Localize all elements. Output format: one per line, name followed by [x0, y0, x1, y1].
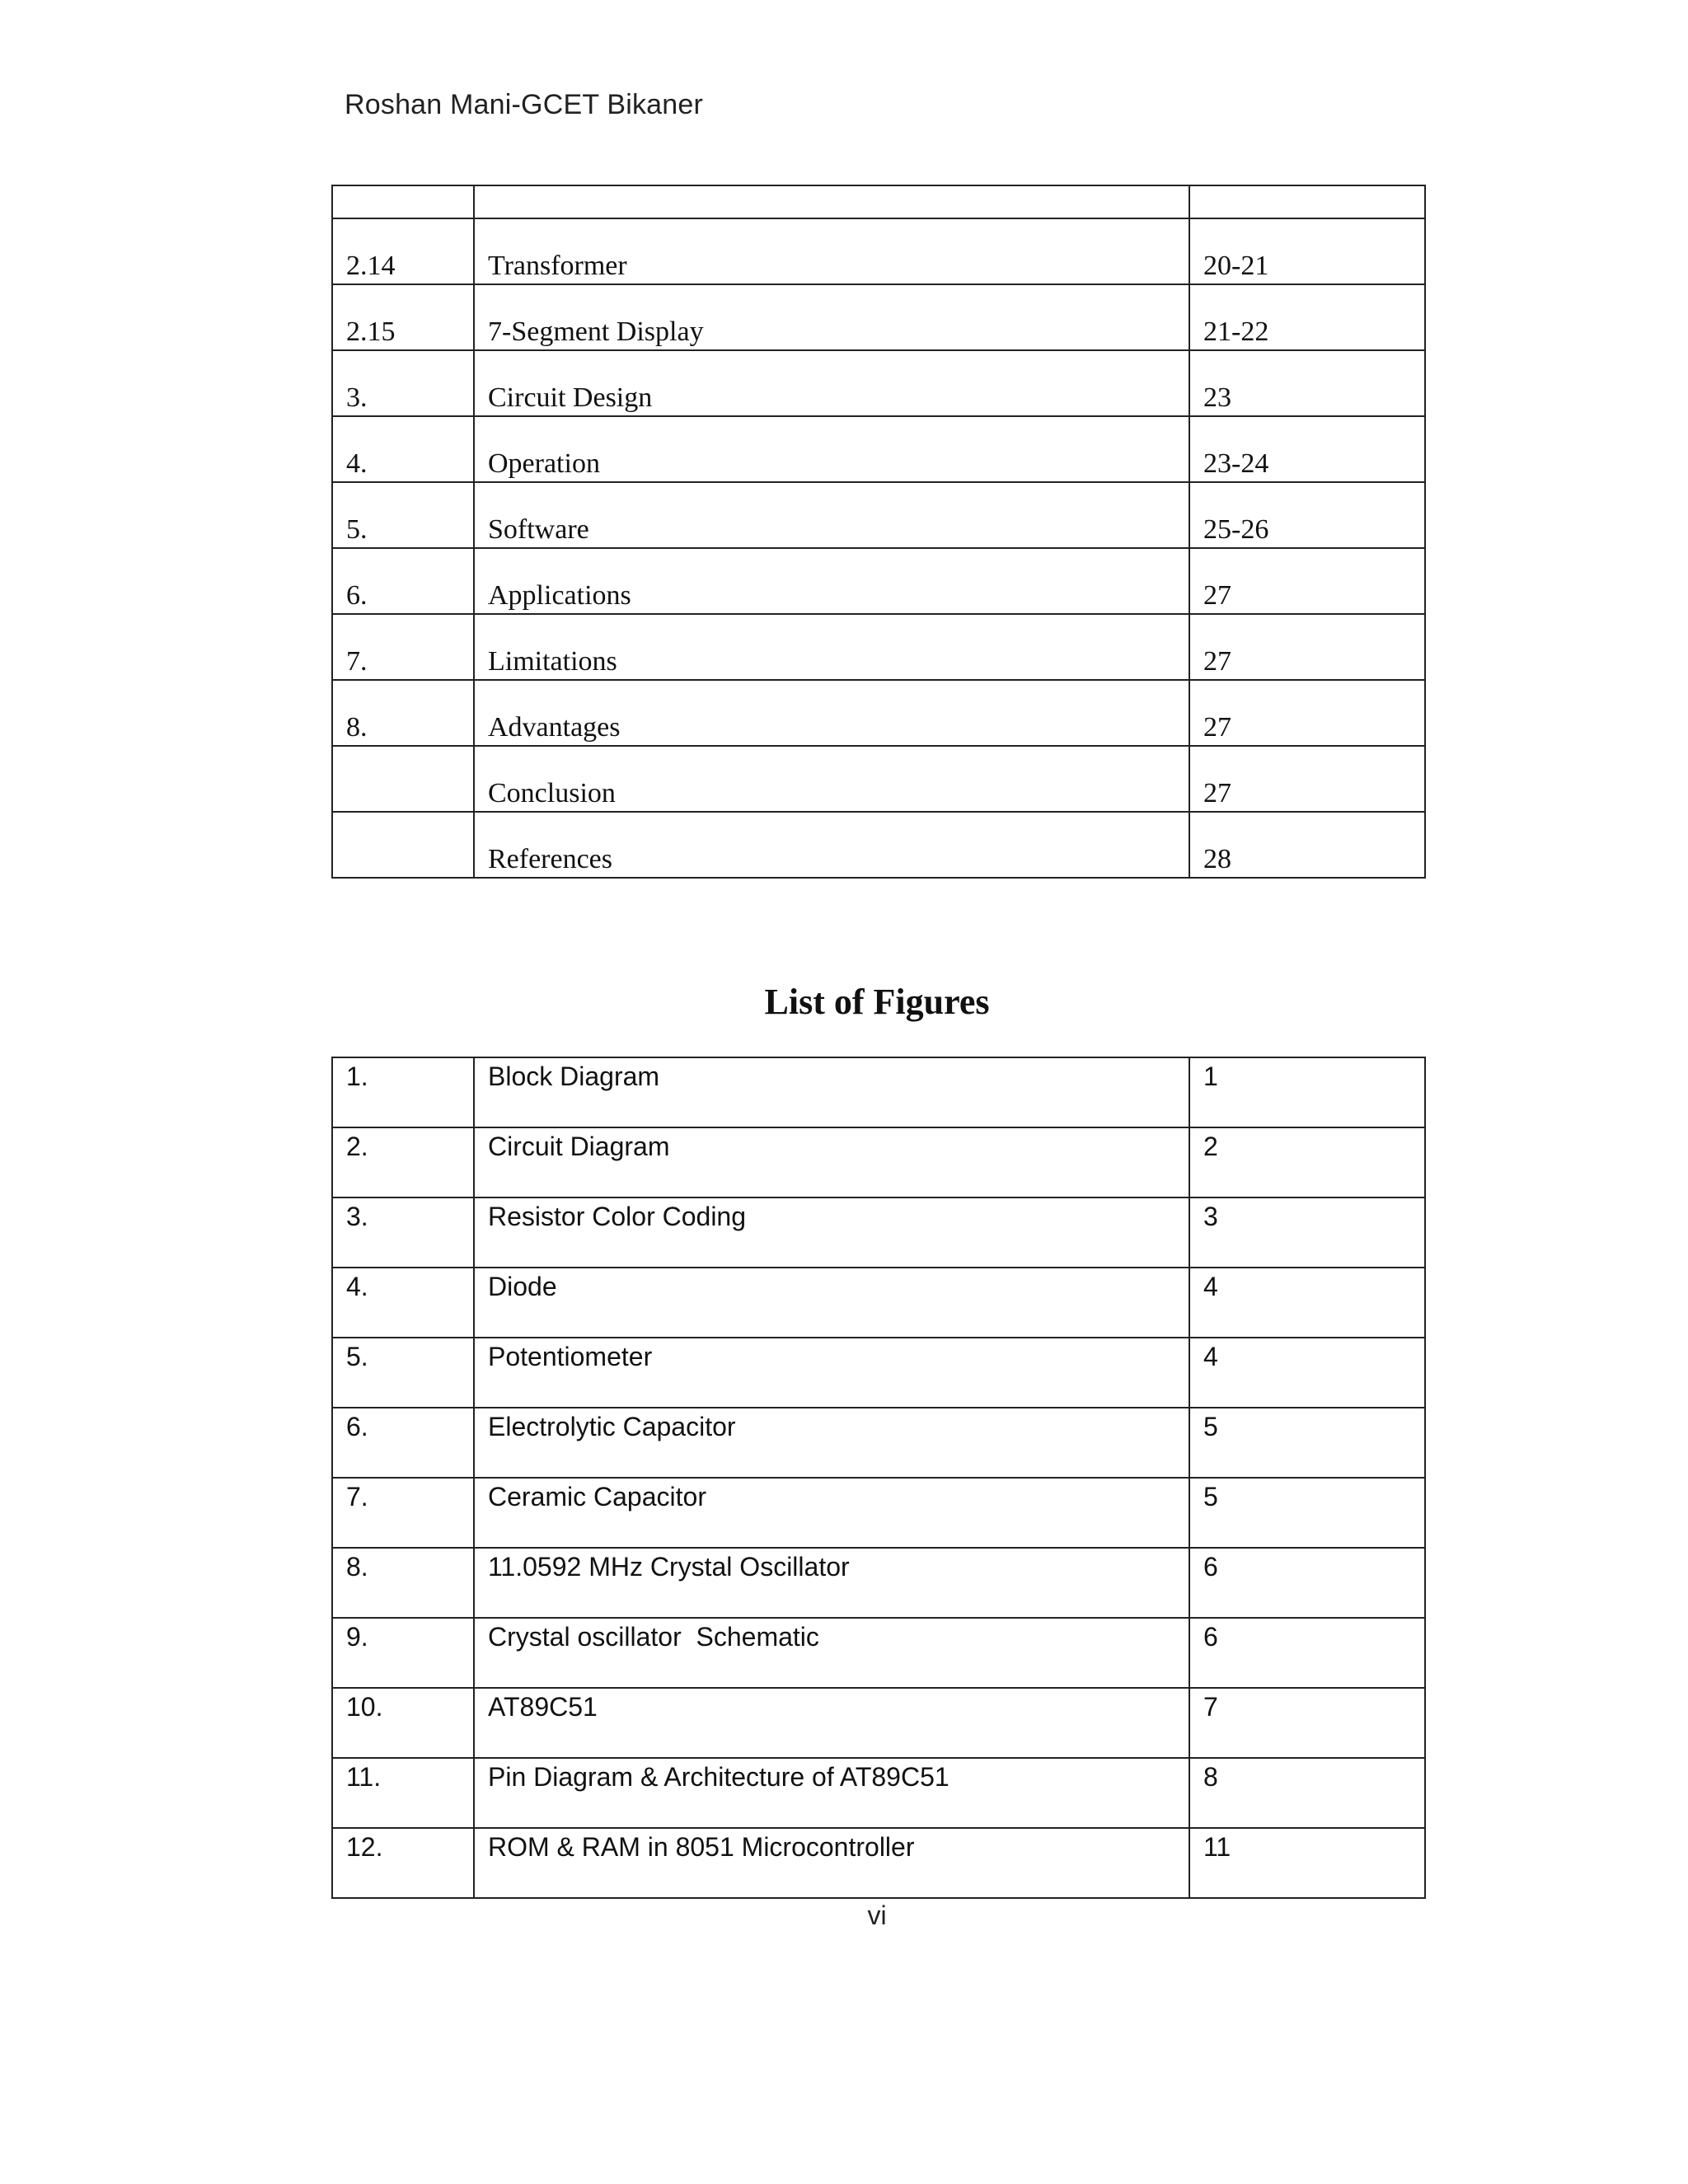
figure-row — [332, 1548, 1425, 1618]
contents-row — [332, 482, 1425, 548]
contents-title: Limitations — [474, 614, 1189, 680]
contents-title: Applications — [474, 548, 1189, 614]
contents-page: 25-26 — [1189, 482, 1425, 548]
figure-row — [332, 1618, 1425, 1688]
list-of-figures-heading: List of Figures — [764, 982, 990, 1022]
figure-number: 5. — [332, 1338, 474, 1408]
contents-title: Advantages — [474, 680, 1189, 746]
contents-table — [331, 185, 1426, 879]
contents-number: 3. — [332, 350, 474, 416]
figure-number: 9. — [332, 1618, 474, 1688]
figure-number: 7. — [332, 1478, 474, 1548]
contents-number — [332, 812, 474, 878]
contents-title: Circuit Design — [474, 350, 1189, 416]
contents-title: Operation — [474, 416, 1189, 482]
figure-title: 11.0592 MHz Crystal Oscillator — [474, 1548, 1189, 1618]
figure-row — [332, 1688, 1425, 1758]
contents-title: Software — [474, 482, 1189, 548]
contents-page: 20-21 — [1189, 218, 1425, 284]
figure-row — [332, 1127, 1425, 1197]
figure-title: Resistor Color Coding — [474, 1197, 1189, 1268]
figures-table — [331, 1057, 1426, 1899]
figure-title: Electrolytic Capacitor — [474, 1408, 1189, 1478]
contents-row — [332, 416, 1425, 482]
contents-page: 27 — [1189, 680, 1425, 746]
figure-number: 6. — [332, 1408, 474, 1478]
figure-row — [332, 1478, 1425, 1548]
figure-title: ROM & RAM in 8051 Microcontroller — [474, 1828, 1189, 1898]
figure-title: Block Diagram — [474, 1057, 1189, 1127]
contents-number: 4. — [332, 416, 474, 482]
contents-page: 27 — [1189, 548, 1425, 614]
figure-page: 7 — [1189, 1688, 1425, 1758]
contents-page: 27 — [1189, 614, 1425, 680]
contents-page: 28 — [1189, 812, 1425, 878]
contents-row — [332, 284, 1425, 350]
figure-row — [332, 1758, 1425, 1828]
figure-page: 4 — [1189, 1268, 1425, 1338]
contents-title: References — [474, 812, 1189, 878]
contents-row — [332, 548, 1425, 614]
figure-title: AT89C51 — [474, 1688, 1189, 1758]
figure-number: 2. — [332, 1127, 474, 1197]
contents-number: 6. — [332, 548, 474, 614]
contents-number: 7. — [332, 614, 474, 680]
contents-row — [332, 350, 1425, 416]
contents-page: 21-22 — [1189, 284, 1425, 350]
figure-row — [332, 1338, 1425, 1408]
blank-cell — [1189, 185, 1425, 218]
figure-number: 8. — [332, 1548, 474, 1618]
contents-title: Transformer — [474, 218, 1189, 284]
figure-row — [332, 1408, 1425, 1478]
contents-number: 5. — [332, 482, 474, 548]
figure-page: 4 — [1189, 1338, 1425, 1408]
figure-page: 2 — [1189, 1127, 1425, 1197]
contents-number: 2.14 — [332, 218, 474, 284]
figure-row — [332, 1057, 1425, 1127]
contents-title: 7-Segment Display — [474, 284, 1189, 350]
figure-row — [332, 1197, 1425, 1268]
page-number: vi — [867, 1900, 887, 1930]
contents-page: 23-24 — [1189, 416, 1425, 482]
figure-number: 1. — [332, 1057, 474, 1127]
contents-page: 23 — [1189, 350, 1425, 416]
figure-title: Crystal oscillator Schematic — [474, 1618, 1189, 1688]
figure-number: 10. — [332, 1688, 474, 1758]
figure-number: 11. — [332, 1758, 474, 1828]
contents-title: Conclusion — [474, 746, 1189, 812]
figure-page: 3 — [1189, 1197, 1425, 1268]
figure-page: 11 — [1189, 1828, 1425, 1898]
contents-blank-row — [332, 185, 1425, 218]
contents-row — [332, 812, 1425, 878]
contents-number — [332, 746, 474, 812]
figure-title: Circuit Diagram — [474, 1127, 1189, 1197]
contents-row — [332, 680, 1425, 746]
contents-page: 27 — [1189, 746, 1425, 812]
figure-title: Diode — [474, 1268, 1189, 1338]
figure-page: 5 — [1189, 1408, 1425, 1478]
contents-row — [332, 218, 1425, 284]
figure-page: 1 — [1189, 1057, 1425, 1127]
figure-page: 6 — [1189, 1618, 1425, 1688]
figure-page: 5 — [1189, 1478, 1425, 1548]
figure-number: 4. — [332, 1268, 474, 1338]
contents-number: 2.15 — [332, 284, 474, 350]
figure-title: Pin Diagram & Architecture of AT89C51 — [474, 1758, 1189, 1828]
blank-cell — [332, 185, 474, 218]
figure-page: 6 — [1189, 1548, 1425, 1618]
figure-row — [332, 1268, 1425, 1338]
blank-cell — [474, 185, 1189, 218]
figure-title: Ceramic Capacitor — [474, 1478, 1189, 1548]
figure-number: 12. — [332, 1828, 474, 1898]
running-header: Roshan Mani-GCET Bikaner — [345, 89, 704, 120]
figure-row — [332, 1828, 1425, 1898]
contents-number: 8. — [332, 680, 474, 746]
contents-row — [332, 746, 1425, 812]
figure-title: Potentiometer — [474, 1338, 1189, 1408]
figure-page: 8 — [1189, 1758, 1425, 1828]
figure-number: 3. — [332, 1197, 474, 1268]
contents-row — [332, 614, 1425, 680]
